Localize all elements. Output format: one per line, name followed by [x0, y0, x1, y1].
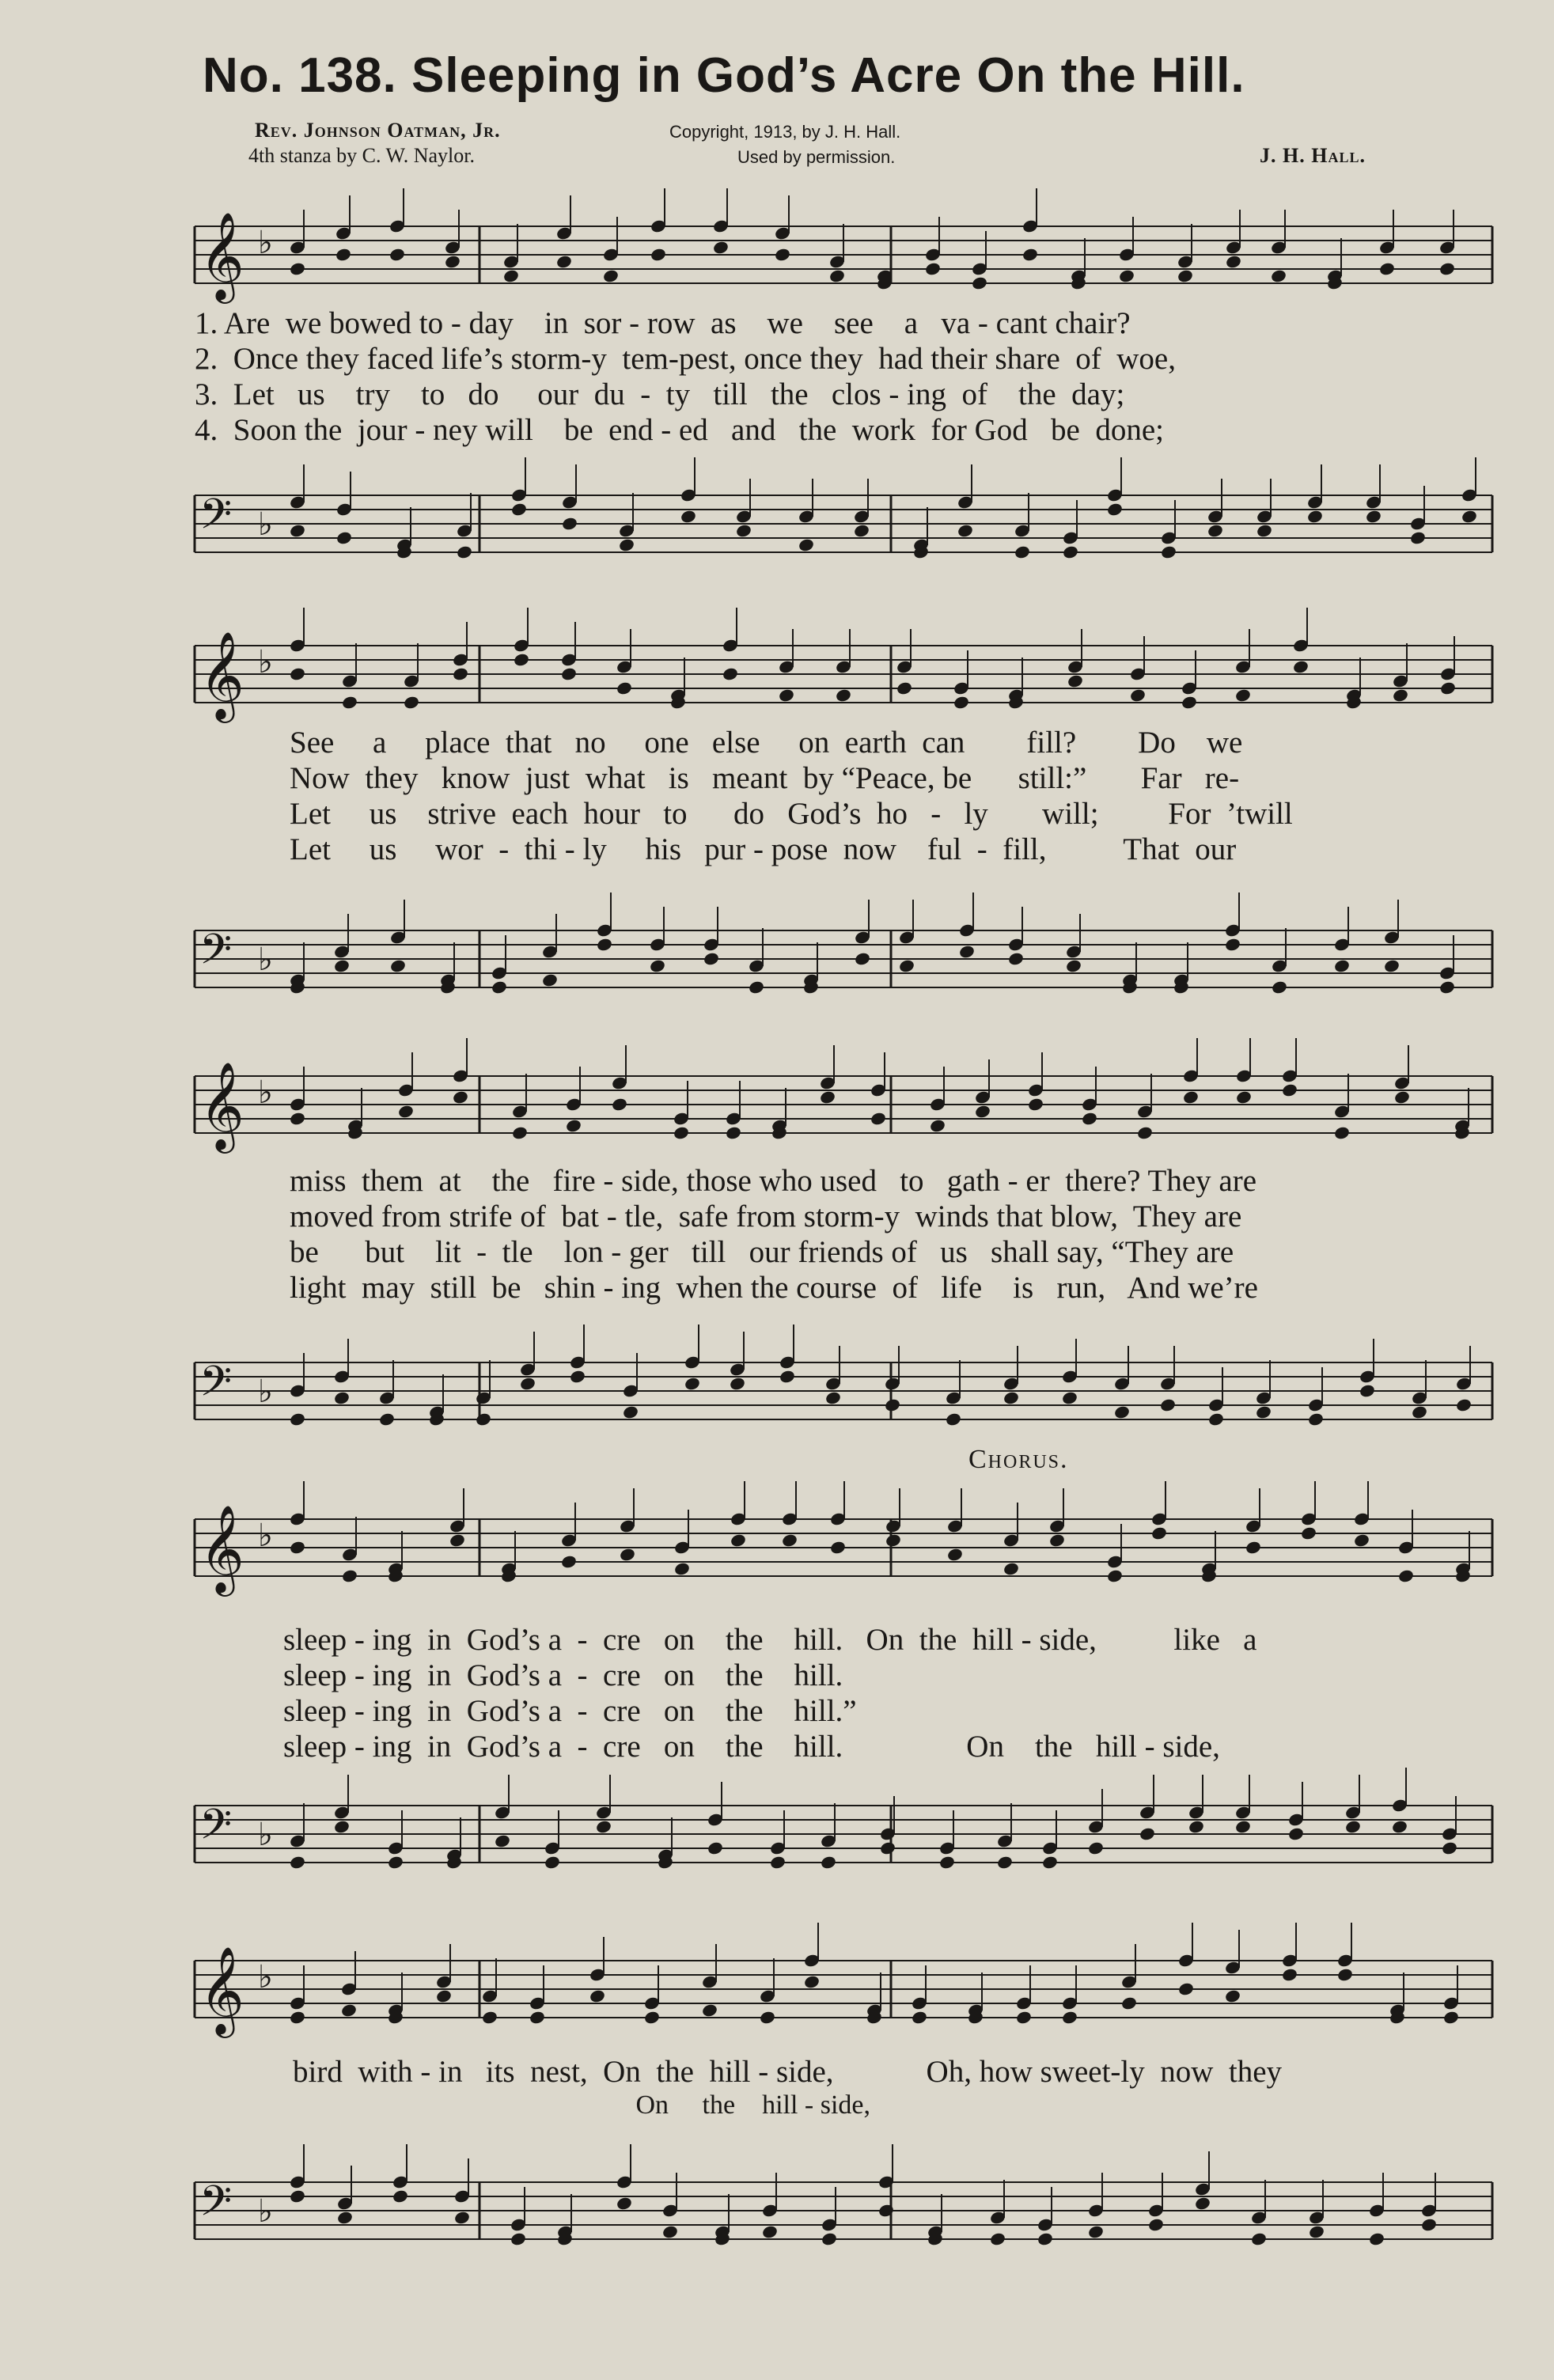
- svg-text:♭: ♭: [258, 644, 273, 680]
- treble-staff: [195, 1937, 1492, 2034]
- staff-engraving: [195, 1937, 1492, 2045]
- hymn-title: No. 138. Sleeping in God’s Acre On the Hill.: [203, 48, 1245, 103]
- svg-text:𝄢: 𝄢: [199, 491, 233, 549]
- lyric-line-verse-4: Let us wor - thi - ly his pur - pose now ful - fill, That our: [290, 832, 1237, 866]
- svg-text:𝄞: 𝄞: [199, 1504, 244, 1593]
- svg-text:♭: ♭: [258, 1518, 273, 1554]
- lyric-line-verse-1: 1. Are we bowed to - day in sor - row as we see a va - cant chair?: [195, 306, 1131, 340]
- lyric-line-verse-1: miss them at the fire - side, those who used to gath - er there? They are: [290, 1164, 1257, 1198]
- svg-text:𝄞: 𝄞: [199, 1946, 244, 2034]
- author-credit: Rev. Johnson Oatman, Jr.: [255, 119, 501, 142]
- lyric-line-verse-2: Now they know just what is meant by “Peace, be still:” Far re-: [290, 761, 1240, 795]
- staff-engraving: [195, 203, 1492, 310]
- svg-text:𝄢: 𝄢: [199, 2177, 233, 2236]
- svg-text:♭: ♭: [258, 1374, 273, 1410]
- svg-text:𝄢: 𝄢: [199, 926, 233, 984]
- music-system-5: [195, 1937, 1492, 2253]
- staff-engraving: [195, 1782, 1492, 1889]
- svg-text:♭: ♭: [258, 1959, 273, 1995]
- bass-staff: [195, 472, 1492, 548]
- music-system-1: [195, 203, 1492, 551]
- music-system-4: [195, 1495, 1492, 1875]
- lyric-line-verse-1: See a place that no one else on earth can fill? Do we: [290, 726, 1243, 760]
- lyric-line-verse-1: sleep - ing in God’s a - cre on the hill. On the hill - side, like a: [283, 1623, 1257, 1657]
- stanza-credit: 4th stanza by C. W. Naylor.: [248, 144, 475, 167]
- svg-text:𝄞: 𝄞: [199, 211, 244, 300]
- lyric-line-verse-4: light may still be shin - ing when the course of life is run, And we’re: [290, 1271, 1258, 1305]
- treble-staff: [195, 1495, 1492, 1593]
- staff-engraving: [195, 1339, 1492, 1446]
- lyric-line-verse-3: sleep - ing in God’s a - cre on the hill.”: [283, 1694, 857, 1728]
- svg-text:𝄞: 𝄞: [199, 631, 244, 719]
- lyric-line-bass-echo: On the hill - side,: [293, 2090, 871, 2120]
- svg-text:♭: ♭: [258, 2193, 273, 2230]
- svg-text:♭: ♭: [258, 1817, 273, 1853]
- bass-staff: [195, 1782, 1492, 1858]
- svg-text:𝄞: 𝄞: [199, 1061, 244, 1150]
- lyric-line-verse-4: sleep - ing in God’s a - cre on the hill. On the hill - side,: [283, 1730, 1220, 1764]
- svg-text:♭: ♭: [258, 942, 273, 978]
- lyric-line-verse-3: be but lit - tle lon - ger till our friends of us shall say, “They are: [290, 1235, 1234, 1269]
- bass-staff: [195, 2158, 1492, 2234]
- staff-engraving: [195, 1052, 1492, 1160]
- bass-staff: [195, 907, 1492, 983]
- svg-text:♭: ♭: [258, 225, 273, 261]
- lyric-line-verse-3: 3. Let us try to do our du - ty till the clos - ing of the day;: [195, 377, 1125, 411]
- staff-engraving: [195, 2158, 1492, 2266]
- lyric-line-verse-2: 2. Once they faced life’s storm-y tem-pest, once they had their share of woe,: [195, 342, 1176, 376]
- lyric-line-verse-2: sleep - ing in God’s a - cre on the hill.: [283, 1658, 843, 1692]
- lyric-line-verse-4: 4. Soon the jour - ney will be end - ed and the work for God be done;: [195, 413, 1164, 447]
- treble-staff: [195, 622, 1492, 719]
- svg-text:𝄢: 𝄢: [199, 1801, 233, 1859]
- copyright-notice: Copyright, 1913, by J. H. Hall.: [669, 122, 901, 142]
- staff-engraving: [195, 907, 1492, 1014]
- svg-text:𝄢: 𝄢: [199, 1358, 233, 1416]
- treble-staff: [195, 203, 1492, 300]
- composer-credit: J. H. Hall.: [1260, 144, 1366, 167]
- staff-engraving: [195, 1495, 1492, 1603]
- treble-staff: [195, 1052, 1492, 1150]
- music-system-3: [195, 1052, 1492, 1474]
- lyric-line-verse-1: bird with - in its nest, On the hill - side, Oh, how sweet-ly now they: [293, 2055, 1283, 2089]
- staff-engraving: [195, 472, 1492, 579]
- permission-notice: Used by permission.: [737, 147, 896, 167]
- chorus-label: Chorus.: [968, 1445, 1069, 1474]
- staff-engraving: [195, 622, 1492, 730]
- svg-text:♭: ♭: [258, 506, 273, 543]
- svg-text:♭: ♭: [258, 1074, 273, 1111]
- music-system-2: [195, 622, 1492, 994]
- bass-staff: [195, 1339, 1492, 1415]
- lyric-line-verse-3: Let us strive each hour to do God’s ho - ly will; For ’twill: [290, 797, 1293, 831]
- lyric-line-verse-2: moved from strife of bat - tle, safe from storm-y winds that blow, They are: [290, 1199, 1242, 1234]
